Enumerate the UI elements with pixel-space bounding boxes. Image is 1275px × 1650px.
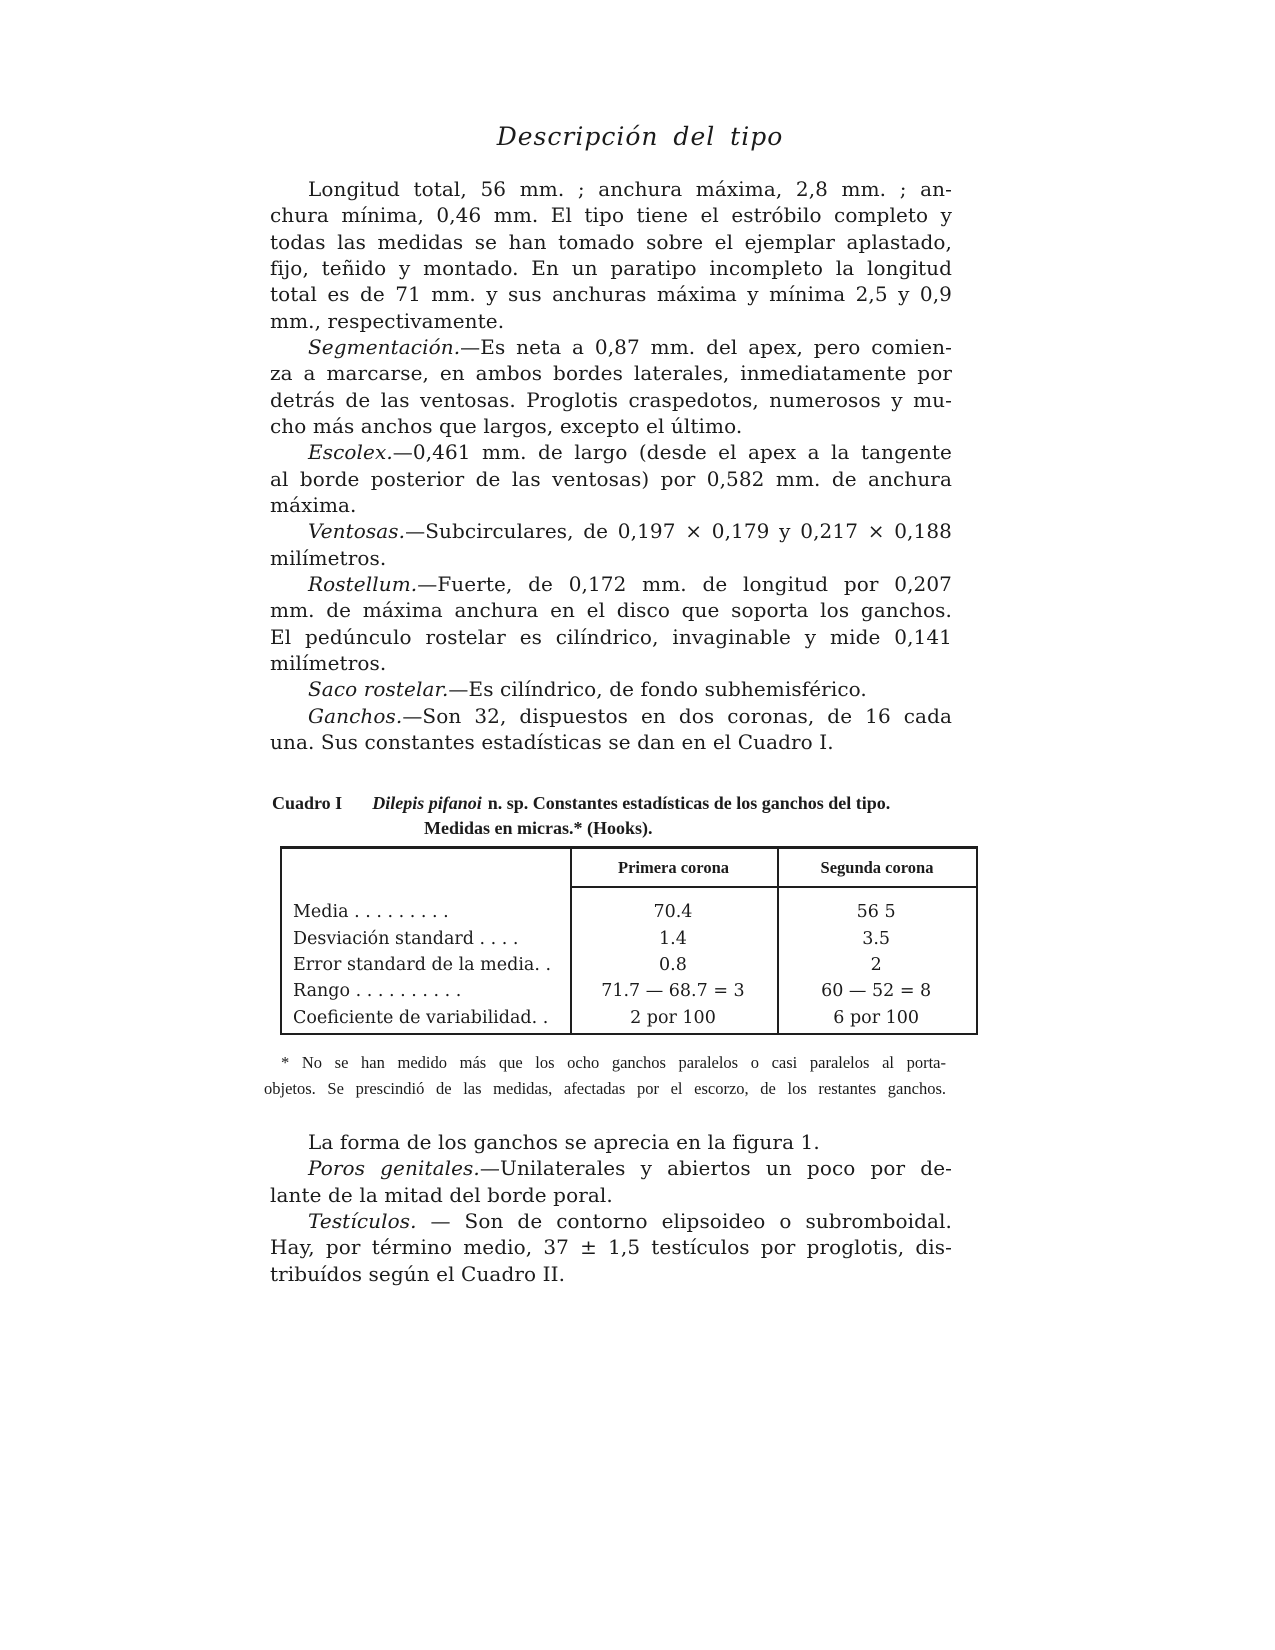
text-run: —Es cilíndrico, de fondo subhemisférico. (448, 677, 867, 702)
value-segunda-corona: 60 — 52 = 8 (821, 981, 932, 1002)
italic-lead-term: Saco rostelar. (308, 677, 449, 702)
text-run: objetos. Se prescindió de las medidas, afectadas por el escorzo, de los restantes ganchos. (264, 1079, 946, 1098)
text-run: al borde posterior de las ventosas) por 0,582 mm. de anchura (270, 466, 952, 491)
text-line (270, 729, 952, 755)
text-run: —Son 32, dispuestos en dos coronas, de 16 cada (402, 703, 952, 728)
table-header-rule (570, 886, 976, 888)
paragraph (270, 334, 952, 439)
text-run: za a marcarse, en ambos bordes laterales, inmediatamente por (270, 361, 952, 386)
paragraph (270, 176, 952, 334)
text-line (264, 1076, 946, 1102)
text-line (270, 703, 952, 729)
text-line (270, 255, 952, 281)
italic-lead-term: Ventosas. (308, 519, 406, 544)
text-line (270, 1208, 952, 1234)
text-line (270, 492, 952, 518)
text-run: una. Sus constantes estadísticas se dan en el Cuadro I. (270, 729, 834, 754)
text-run: El pedúnculo rostelar es cilíndrico, invaginable y mide 0,141 (270, 624, 952, 649)
text-line (270, 387, 952, 413)
table-caption (272, 791, 982, 841)
text-run: —Subcirculares, de 0,197 × 0,179 y 0,217 × 0,188 (405, 519, 952, 544)
row-label: Desviación standard . . . . (293, 928, 519, 949)
text-run: —0,461 mm. de largo (desde el apex a la tangente (392, 440, 952, 465)
text-line (270, 1182, 952, 1208)
text-line (270, 650, 952, 676)
text-run: detrás de las ventosas. Proglotis craspedotos, numerosos y mu- (270, 387, 952, 412)
italic-lead-term: Rostellum. (308, 571, 418, 596)
text-run: milímetros. (270, 545, 387, 570)
italic-lead-term: Poros genitales. (308, 1156, 480, 1181)
text-run: cho más anchos que largos, excepto el último. (270, 413, 743, 438)
text-line (270, 1129, 952, 1155)
text-line (270, 360, 952, 386)
table-header-segunda-corona: Segunda corona (820, 858, 934, 877)
text-run: total es de 71 mm. y sus anchuras máxima y mínima 2,5 y 0,9 (270, 282, 952, 307)
italic-lead-term: Testículos. (308, 1208, 417, 1233)
text-line (270, 176, 952, 202)
text-line (270, 545, 952, 571)
value-primera-corona: 71.7 — 68.7 = 3 (601, 981, 745, 1002)
text-run: todas las medidas se han tomado sobre el ejemplar aplastado, (270, 229, 952, 254)
species-name: Dilepis pifanoi (372, 793, 482, 813)
italic-lead-term: Segmentación. (308, 334, 461, 359)
value-primera-corona: 1.4 (659, 928, 687, 949)
text-run: fijo, teñido y montado. En un paratipo incompleto la longitud (270, 255, 952, 280)
text-run: — Son de contorno elipsoideo o subromboidal. (416, 1208, 952, 1233)
text-run: lante de la mitad del borde poral. (270, 1182, 613, 1207)
table-caption-line2: Medidas en micras.* (Hooks). (424, 818, 653, 838)
text-run: —Es neta a 0,87 mm. del apex, pero comien- (460, 334, 952, 359)
table-header-primera-corona: Primera corona (617, 858, 730, 877)
text-line (270, 676, 952, 702)
text-run: milímetros. (270, 650, 387, 675)
italic-lead-term: Escolex. (308, 440, 393, 465)
row-label: Rango . . . . . . . . . . (293, 981, 462, 1002)
text-line (270, 281, 952, 307)
table-caption-line1 (272, 791, 982, 816)
text-run: * No se han medido más que los ocho ganchos paralelos o casi paralelos al porta- (281, 1053, 946, 1072)
value-primera-corona: 2 por 100 (630, 1007, 716, 1028)
text-line (270, 518, 952, 544)
text-line (270, 334, 952, 360)
text-line (270, 202, 952, 228)
text-run: mm. de máxima anchura en el disco que soporta los ganchos. (270, 598, 952, 623)
table-row (282, 1005, 976, 1031)
text-line (270, 597, 952, 623)
table-row (282, 978, 976, 1004)
text-line (270, 439, 952, 465)
text-run: tribuídos según el Cuadro II. (270, 1261, 566, 1286)
value-segunda-corona: 3.5 (862, 928, 891, 949)
after-table-text-block (270, 1129, 952, 1287)
row-label: Error standard de la media. . (293, 954, 552, 975)
row-label: Media . . . . . . . . . (293, 902, 449, 923)
text-run: chura mínima, 0,46 mm. El tipo tiene el estróbilo completo y (270, 203, 952, 228)
paragraph (270, 518, 952, 571)
text-line (270, 1234, 952, 1260)
text-line (270, 229, 952, 255)
text-line (270, 571, 952, 597)
value-segunda-corona: 56 5 (856, 902, 896, 923)
text-run: —Unilaterales y abiertos un poco por de- (479, 1156, 952, 1181)
text-line (270, 624, 952, 650)
table-caption-number: Cuadro I (272, 793, 343, 813)
italic-lead-term: Ganchos. (308, 703, 403, 728)
table-row (282, 952, 976, 978)
text-run: máxima. (270, 492, 357, 517)
value-segunda-corona: 6 por 100 (833, 1007, 920, 1028)
paragraph (270, 676, 952, 702)
table-row (282, 925, 976, 951)
row-label: Coeficiente de variabilidad. . (293, 1007, 549, 1028)
text-run: mm., respectivamente. (270, 308, 505, 333)
table-footnote (264, 1050, 946, 1102)
paragraph (270, 1129, 952, 1155)
table-row (282, 899, 976, 925)
statistics-table (280, 846, 978, 1035)
text-run: Hay, por término medio, 37 ± 1,5 testículos por proglotis, dis- (270, 1235, 952, 1260)
section-heading: Descripción del tipo (496, 122, 784, 151)
text-run: La forma de los ganchos se aprecia en la figura 1. (308, 1130, 820, 1154)
table-caption-text: n. sp. Constantes estadísticas de los ganchos del tipo. (487, 793, 891, 813)
text-line (270, 1155, 952, 1181)
paragraph (270, 703, 952, 756)
text-line (270, 308, 952, 334)
text-line (270, 1261, 952, 1287)
paragraph (270, 1155, 952, 1208)
value-primera-corona: 70.4 (653, 902, 693, 923)
paragraph (264, 1050, 946, 1102)
value-primera-corona: 0.8 (659, 954, 687, 975)
text-run: —Fuerte, de 0,172 mm. de longitud por 0,207 (417, 571, 952, 596)
value-segunda-corona: 2 (870, 954, 882, 975)
text-run: Longitud total, 56 mm. ; anchura máxima, 2,8 mm. ; an- (308, 177, 952, 201)
paragraph (270, 1208, 952, 1287)
text-line (270, 466, 952, 492)
paragraph (270, 439, 952, 518)
paragraph (270, 571, 952, 676)
main-text-block (270, 176, 952, 755)
text-line (264, 1050, 946, 1076)
text-line (270, 413, 952, 439)
table-body (282, 899, 976, 1031)
